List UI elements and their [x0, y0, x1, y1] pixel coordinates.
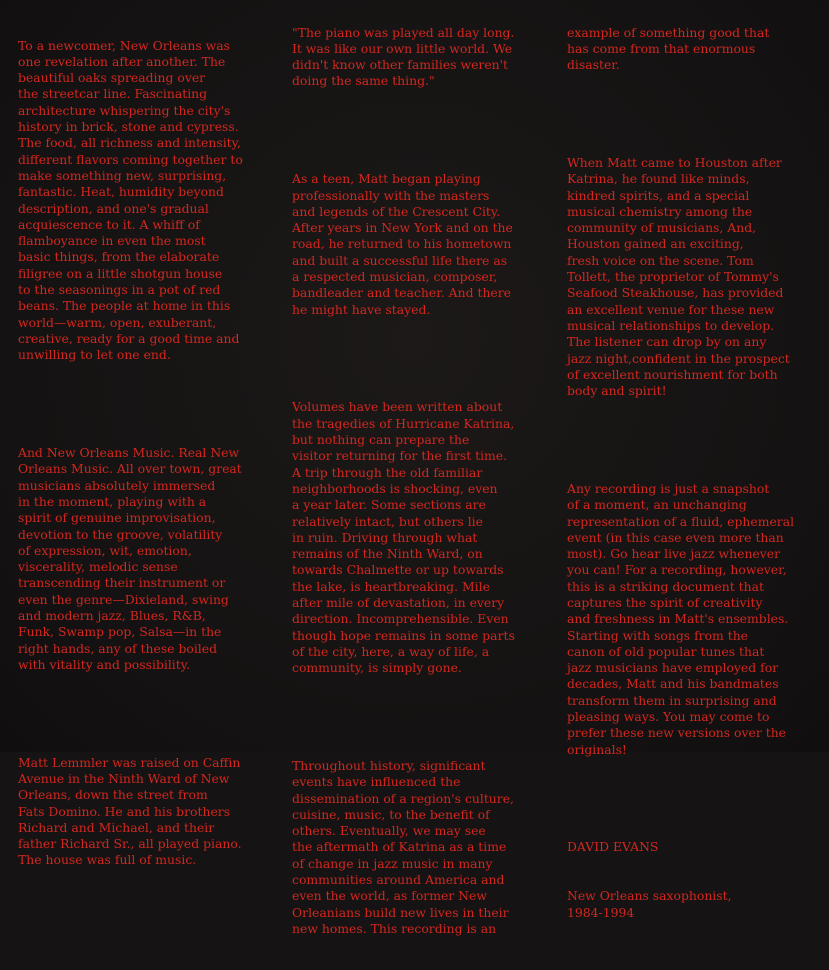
paragraph-new-orleans-music: And New Orleans Music. Real New Orleans Music. All over town, great musicians absolutely immersed in the moment, playing with a spirit of genuine improvisation, devotion to the groove, volatility of expression, wit, emotion, viscerality, melodic sense transcending their instrument or even the genre—Dixieland, swing and modern jazz, Blues, R&B, Funk, Swamp pop, Salsa—in the right hands, any of these boiled with vitality and possibility. [18, 445, 242, 672]
paragraph-break [567, 432, 794, 448]
paragraph-break [292, 351, 515, 367]
paragraph-break [567, 106, 794, 122]
paragraph-break [18, 396, 243, 412]
paragraph-break [292, 122, 515, 138]
paragraph-piano-quote: "The piano was played all day long. It was like our own little world. We didn't know other families weren't doing the same thing." [292, 24, 515, 89]
text-column-3 [567, 0, 794, 954]
paragraph-katrina: Volumes have been written about the tragedies of Hurricane Katrina, but nothing can prepare the visitor returning for the first time. A trip through the old familiar neighborhoods is shocking, even a year later. Some sections are relatively intact, but others lie in ruin. Driving through what remains of the Ninth Ward, on towards Chalmette or up towards the lake, is heartbreaking. Mile after mile of devastation, in every direction. Incomprehensible. Even though hope remains in some parts of the city, here, a way of life, a community, is simply gone. [292, 399, 515, 676]
paragraph-history: Throughout history, significant events have influenced the dissemination of a region's culture, cuisine, music, to the benefit of others. Eventually, we may see the aftermath of Katrina as a time of change in jazz music in many communities around America and even the world, as former New Orleanians build new lives in their new homes. This recording is an [292, 757, 514, 936]
text-column-2 [292, 0, 515, 970]
paragraph-matt-lemmler: Matt Lemmler was raised on Caffin Avenue in the Ninth Ward of New Orleans, down the street from Fats Domino. He and his brothers Richard and Michael, and their father Richard Sr., all played piano. The house was full of music. [18, 754, 242, 868]
text-column-1 [18, 5, 243, 901]
paragraph-as-a-teen: As a teen, Matt began playing professionally with the masters and legends of the Crescent City. After years in New York and on the road, he returned to his hometown and built a successful life there as a respected musician, composer, bandleader and teacher. And there he might have stayed. [292, 171, 513, 317]
paragraph-break [567, 791, 794, 807]
paragraph-houston: When Matt came to Houston after Katrina, he found like minds, kindred spirits, and a special musical chemistry among the community of musicians, And, Houston gained an exciting, fresh voice on the scene. Tom Tollett, the proprietor of Tommy's Seafood Steakhouse, has provided an excellent venue for these new musical relationships to develop. The listener can drop by on any jazz night,confident in the prospect of excellent nourishment for both body and spirit! [567, 154, 790, 399]
paragraph-newcomer: To a newcomer, New Orleans was one revelation after another. The beautiful oaks spreading over the streetcar line. Fascinating architecture whispering the city's history in brick, stone and cypress. The food, all richness and intensity, different flavors coming together to make something new, surprising, fantastic. Heat, humidity beyond description, and one's gradual acquiescence to it. A whiff of flamboyance in even the most basic things, from the elaborate filigree on a little shotgun house to the seasonings in a pot of red beans. The people at home in this world—warm, open, exuberant, creative, ready for a good time and unwilling to let one end. [18, 37, 243, 363]
paragraph-recording-snapshot: Any recording is just a snapshot of a moment, an unchanging representation of a fluid, ephemeral event (in this case even more than most). Go hear live jazz whenever you can! For a recording, however, this is a striking document that captures the spirit of creativity and freshness in Matt's ensembles. Starting with songs from the canon of old popular tunes that jazz musicians have employed for decades, Matt and his bandmates transform them in surprising and pleasing ways. You may come to prefer these new versions over the originals! [567, 480, 795, 757]
paragraph-something-good: example of something good that has come from that enormous disaster. [567, 24, 770, 73]
paragraph-break [18, 706, 243, 722]
signature-title: New Orleans saxophonist, 1984-1994 [567, 888, 732, 920]
signature-name: DAVID EVANS [567, 839, 659, 855]
paragraph-break [292, 709, 515, 725]
